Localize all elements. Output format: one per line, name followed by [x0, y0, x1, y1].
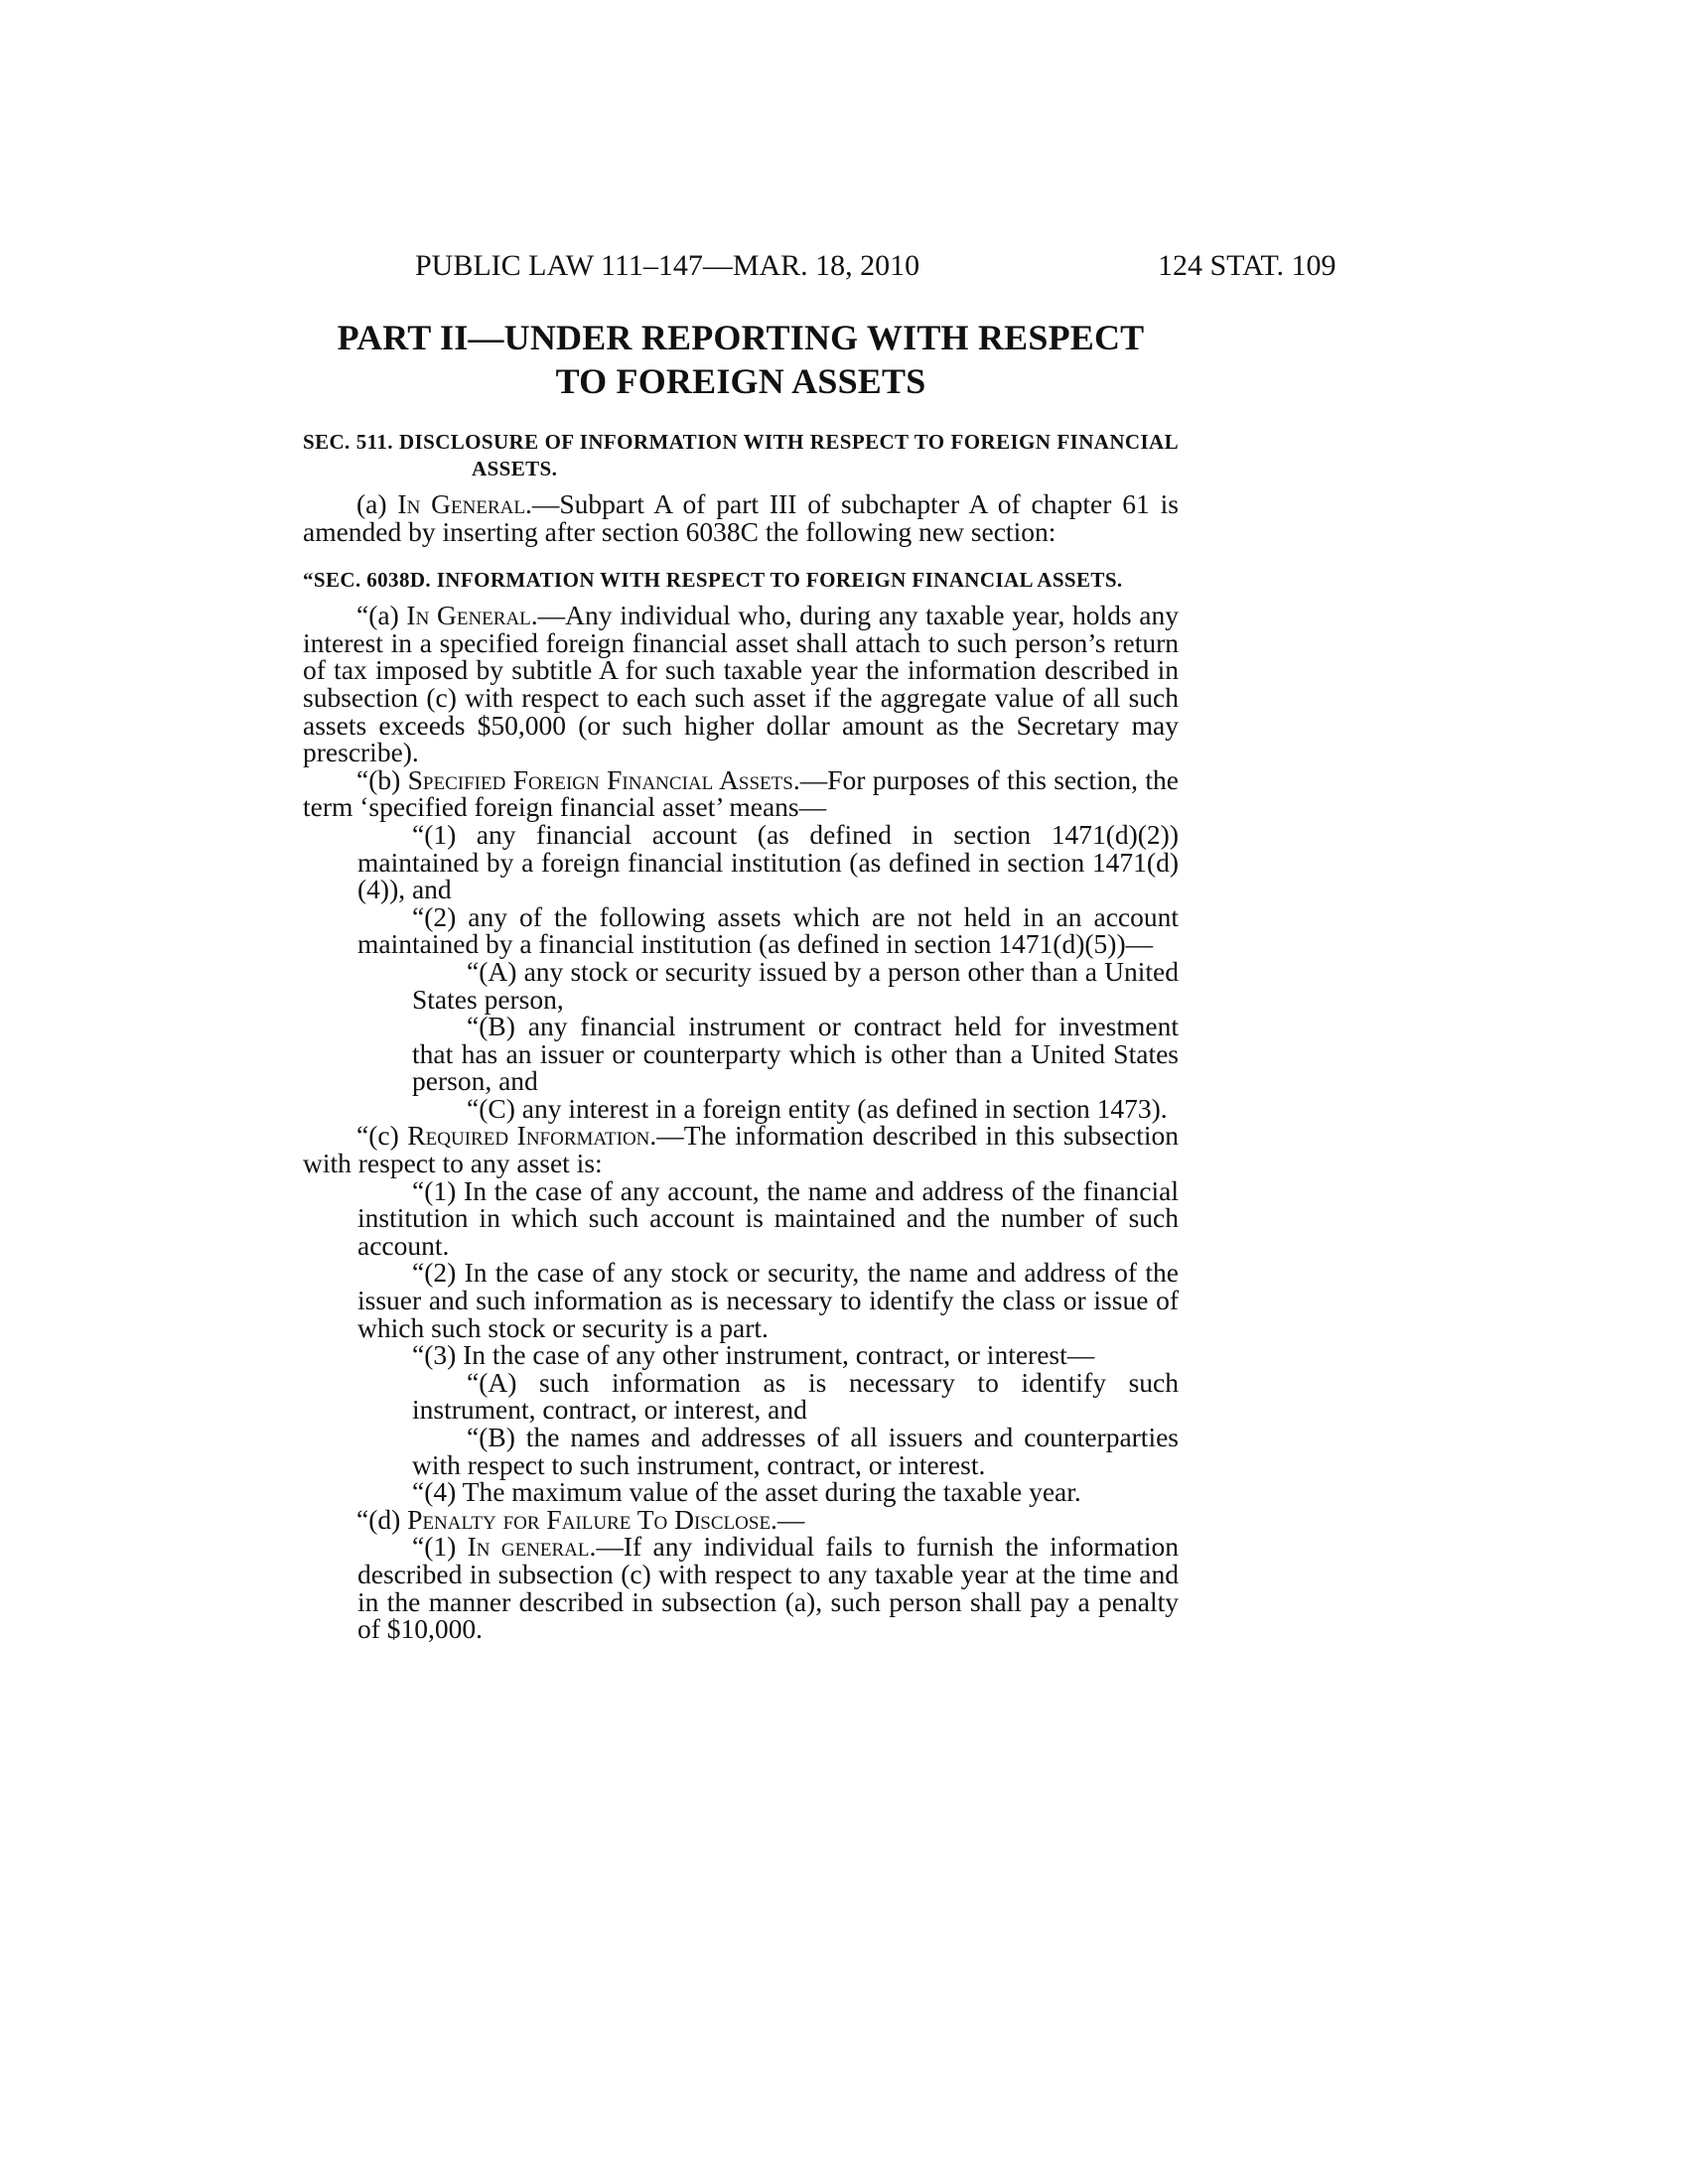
subsection-c-text: —The information described in this subsection with respect to any asset is:	[303, 1120, 1179, 1179]
part-title	[303, 316, 1179, 403]
subsection-c-paragraph-3: “(3) In the case of any other instrument, contract, or interest—	[412, 1339, 1095, 1371]
subsection-a-prefix: “(a)	[356, 600, 407, 631]
document-body	[303, 316, 1179, 1643]
subsection-b-subparagraph-c: “(C) any interest in a foreign entity (as defined in section 1473).	[467, 1092, 1168, 1124]
subsection-d-text: —	[776, 1503, 805, 1535]
subsection-b-paragraph-2: “(2) any of the following assets which are not held in an account maintained by a financial institution (as defined in section 1471(d)(5))—	[357, 900, 1179, 960]
part-title-line-2: TO FOREIGN ASSETS	[555, 361, 926, 401]
subsection-d-p1-text: —If any individual fails to furnish the information described in subsection (c) with respect to any taxable year at the time and in the manner described in subsection (a), such person shall pay a penalty of $10,000.	[357, 1531, 1179, 1645]
subsection-d-p1-heading: In general.	[467, 1531, 597, 1563]
subsection-d	[303, 1503, 1179, 1535]
subsection-b	[303, 763, 1179, 823]
subsection-b-subparagraph-a: “(A) any stock or security issued by a person other than a United States person,	[412, 955, 1179, 1015]
section-511-a-text: —Subpart A of part III of subchapter A of chapter 61 is amended by inserting after section 6038C the following new section:	[303, 488, 1180, 547]
subsection-a	[303, 602, 1179, 766]
subsection-c-paragraph-4: “(4) The maximum value of the asset during the taxable year.	[412, 1476, 1081, 1508]
subsection-c-subparagraph-a: “(A) such information as is necessary to identify such instrument, contract, or interest, and	[412, 1366, 1179, 1426]
subsection-a-heading: In General.	[406, 600, 538, 631]
subsection-c-heading: Required Information.	[407, 1120, 657, 1152]
subsection-c-paragraph-2: “(2) In the case of any stock or security, the name and address of the issuer and such information as is necessary to identify the class or issue of which such stock or security is a part.	[357, 1257, 1179, 1343]
section-6038d-heading: “SEC. 6038D. INFORMATION WITH RESPECT TO FOREIGN FINANCIAL ASSETS.	[303, 568, 1123, 593]
subsection-c-prefix: “(c)	[356, 1120, 408, 1152]
subsection-a-text: —Any individual who, during any taxable year, holds any interest in a specified foreign financial asset shall attach to such person’s return of tax imposed by subtitle A for such taxable year the information described in subsection (c) with respect to each such asset if the aggregate value of all such assets exceeds $50,000 (or such higher dollar amount as the Secretary may prescribe).	[303, 600, 1180, 768]
running-head	[0, 246, 1688, 286]
section-511-a-heading: In General.	[397, 488, 532, 519]
subsection-c-paragraph-1: “(1) In the case of any account, the name and address of the financial institution in which such account is maintained and the number of such account.	[357, 1174, 1179, 1261]
page-reference: 124 STAT. 109	[1158, 249, 1336, 282]
subsection-b-subparagraph-b: “(B) any financial instrument or contract held for investment that has an issuer or counterparty which is other than a United States person, and	[412, 1011, 1179, 1097]
subsection-d-heading: Penalty for Failure To Disclose.	[407, 1503, 777, 1535]
subsection-b-paragraph-1: “(1) any financial account (as defined in section 1471(d)(2)) maintained by a foreign financial institution (as defined in section 1471(d)(4)), and	[357, 818, 1179, 905]
subsection-d-prefix: “(d)	[356, 1503, 408, 1535]
running-head-title: PUBLIC LAW 111–147—MAR. 18, 2010	[415, 249, 920, 282]
section-511-heading: SEC. 511. DISCLOSURE OF INFORMATION WITH RESPECT TO FOREIGN FINANCIAL ASSETS.	[303, 430, 1179, 480]
section-511-subsection-a	[303, 490, 1179, 545]
subsection-c	[303, 1120, 1179, 1179]
part-title-line-1: PART II—UNDER REPORTING WITH RESPECT	[337, 318, 1145, 357]
subsection-d-p1-prefix: “(1)	[412, 1531, 468, 1563]
subsection-b-prefix: “(b)	[356, 763, 408, 795]
subsection-b-text: —For purposes of this section, the term ‘specified foreign financial asset’ means—	[303, 763, 1179, 823]
subsection-c-subparagraph-b: “(B) the names and addresses of all issuers and counterparties with respect to such instrument, contract, or interest.	[412, 1422, 1179, 1480]
subsection-b-heading: Specified Foreign Financial Assets.	[407, 763, 800, 795]
section-511-a-prefix: (a)	[356, 488, 398, 519]
subsection-d-paragraph-1	[303, 1531, 1179, 1645]
